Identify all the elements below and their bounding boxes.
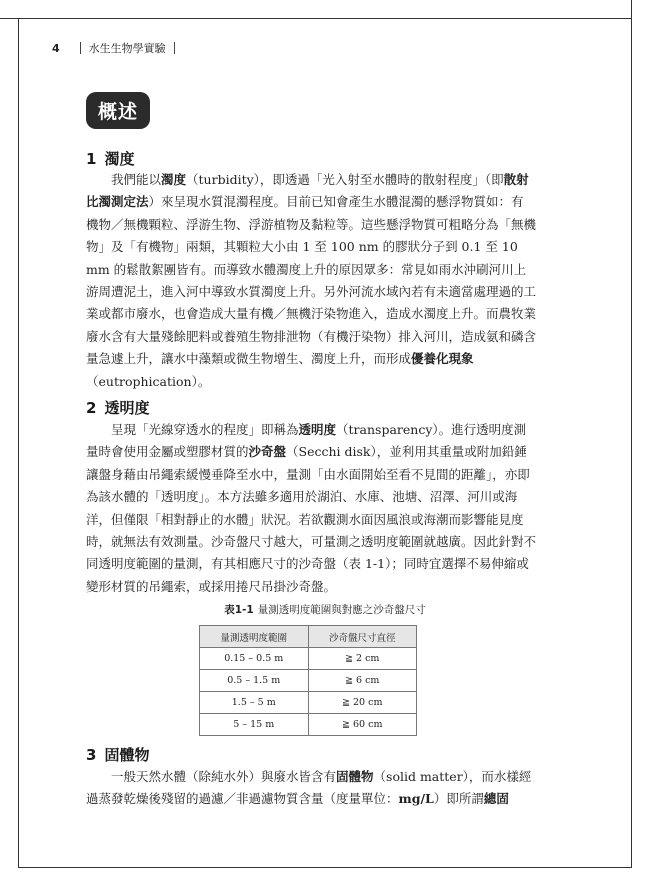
paragraph-solids: [86, 766, 536, 811]
running-header: [52, 40, 183, 56]
heading-number: 3: [86, 746, 97, 764]
table-cell: 5 – 15 m: [200, 714, 309, 736]
heading-text: 透明度: [104, 399, 150, 417]
text-run: （transparency）。進行透明度測量時會使用金屬或塑膠材質的: [86, 422, 527, 460]
section-title: 概述: [86, 92, 150, 129]
table-cell: ≧ 20 cm: [308, 692, 417, 714]
text-run: ）即所謂: [433, 791, 484, 807]
text-run: ）來呈現水質混濁程度。目前已知會產生水體混濁的懸浮物質如：有機物／無機顆粒、浮游生物、浮游植物及黏粒等。這些懸浮物質可粗略分為「無機物」及「有機物」兩類，其顆粒大小由 1 至 100 nm 的膠狀分子到 0.1 至 10 mm 的鬆散絮團皆有。而導致水體濁度上升的原因眾多：常見如雨水沖刷河川上游周遭泥土，進入河中導致水質濁度上升。另外河流水域內若有未適當處理過的工業或都市廢水，也會造成大量有機／無機汙染物進入，造成水濁度上升。而農牧業廢水含有大量殘餘肥料或養殖生物排泄物（有機汙染物）排入河川，造成氨和磷含量急遽上升，讓水中藻類或微生物增生、濁度上升，而形成: [86, 194, 537, 367]
term-unit: mg/L: [398, 791, 434, 807]
column-header: 沙奇盤尺寸直徑: [308, 626, 417, 648]
term-nephelometry: 散射比濁測定法: [86, 172, 529, 210]
crop-line-bottom: [18, 867, 632, 868]
crop-line-left: [18, 18, 19, 868]
term-turbidity: 濁度: [161, 172, 187, 187]
text-run: （solid matter），而水樣經過蒸發乾燥後殘留的過濾／非過濾物質含量（度量單位：: [86, 769, 532, 807]
column-header: 量測透明度範圍: [200, 626, 309, 648]
header-divider: [80, 42, 81, 54]
secchi-table: [199, 625, 417, 736]
table-cell: ≧ 60 cm: [308, 714, 417, 736]
paragraph-transparency: [86, 419, 536, 598]
book-title: 水生生物學實驗: [88, 42, 166, 55]
table-cell: ≧ 6 cm: [308, 670, 417, 692]
crop-line-right: [631, 0, 632, 868]
table-row: [200, 692, 417, 714]
crop-line-top: [0, 18, 632, 19]
heading-transparency: [86, 397, 149, 418]
heading-text: 濁度: [104, 150, 135, 168]
table-caption: [0, 602, 650, 617]
header-divider: [174, 42, 175, 54]
table-cell: 0.15 – 0.5 m: [200, 648, 309, 670]
table-cell: ≧ 2 cm: [308, 648, 417, 670]
heading-solids: [86, 744, 149, 765]
text-run: 呈現「光線穿透水的程度」即稱為: [111, 422, 299, 437]
term-solid-matter: 固體物: [336, 769, 374, 784]
term-eutrophication: 優養化現象: [411, 351, 474, 367]
table-cell: 1.5 – 5 m: [200, 692, 309, 714]
paragraph-turbidity: [86, 169, 536, 393]
table-row: [200, 714, 417, 736]
heading-turbidity: [86, 148, 134, 169]
table-header-row: [200, 626, 417, 648]
heading-number: 2: [86, 399, 97, 417]
term-transparency: 透明度: [298, 422, 337, 437]
text-run: 一般天然水體（除純水外）與廢水皆含有: [111, 769, 337, 784]
table-row: [200, 670, 417, 692]
term-secchi-disk: 沙奇盤: [248, 444, 287, 460]
text-run: （eutrophication）。: [86, 373, 211, 389]
heading-text: 固體物: [104, 746, 150, 764]
table-cell: 0.5 – 1.5 m: [200, 670, 309, 692]
text-run: 我們能以: [111, 172, 162, 187]
table-label: 表1-1: [224, 604, 254, 616]
term-total-solids: 總固: [483, 791, 509, 807]
page-number: 4: [52, 41, 60, 55]
table-row: [200, 648, 417, 670]
text-run: （Secchi disk），並利用其重量或附加鉛錘讓盤身藉由吊繩索緩慢垂降至水中，量測「由水面開始至看不見間的距離」，亦即為該水體的「透明度」。本方法雖多適用於湖泊、水庫、池塘、沼澤、河川或海洋，但僅限「相對靜止的水體」狀況。若欲觀測水面因風浪或海潮而影響能見度時，就無法有效測量。沙奇盤尺寸越大，可量測之透明度範圍就越廣。因此針對不同透明度範圍的量測，有其相應尺寸的沙奇盤（表 1-1）；同時宜選擇不易伸縮或變形材質的吊繩索，或採用捲尺吊掛沙奇盤。: [86, 444, 537, 594]
table-title: 量測透明度範圍與對應之沙奇盤尺寸: [257, 604, 426, 616]
heading-number: 1: [86, 150, 97, 168]
text-run: （turbidity），即透過「光入射至水體時的散射程度」（即: [186, 172, 504, 187]
